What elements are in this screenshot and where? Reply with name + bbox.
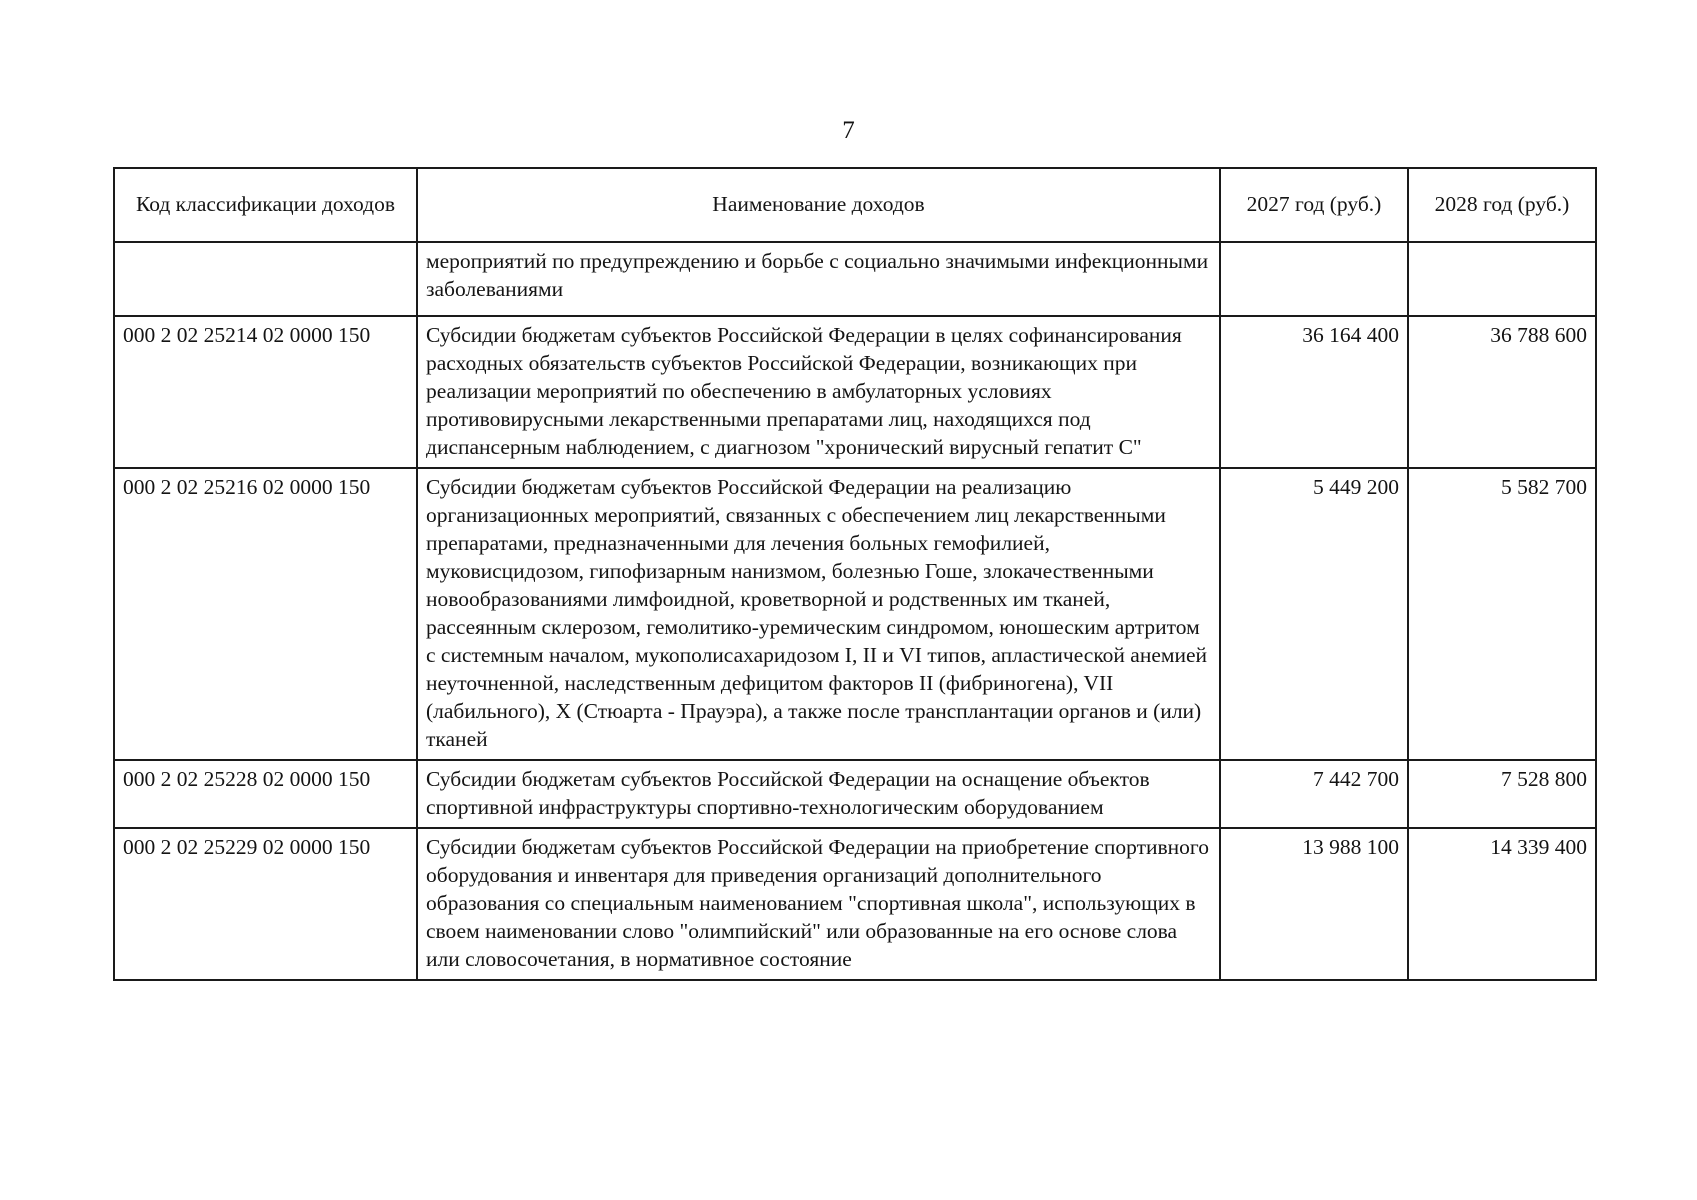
page-number: 7	[842, 117, 855, 144]
amount-2028-cell	[1408, 242, 1596, 316]
header-year-2028: 2028 год (руб.)	[1408, 168, 1596, 242]
code-cell: 000 2 02 25229 02 0000 150	[114, 828, 417, 980]
income-table	[113, 167, 1597, 981]
code-cell: 000 2 02 25228 02 0000 150	[114, 760, 417, 828]
header-name: Наименование доходов	[417, 168, 1220, 242]
amount-2027-cell: 13 988 100	[1220, 828, 1408, 980]
amount-2028-cell: 7 528 800	[1408, 760, 1596, 828]
table-row	[114, 242, 1596, 316]
amount-2028-cell: 36 788 600	[1408, 316, 1596, 468]
name-cell: Субсидии бюджетам субъектов Российской Федерации на приобретение спортивного оборудования и инвентаря для приведения организаций дополнительного образования со специальным наименованием "спортивная школа", использующих в своем наименовании слово "олимпийский" или образованные на его основе слова или словосочетания, в нормативное состояние	[417, 828, 1220, 980]
name-cell: Субсидии бюджетам субъектов Российской Федерации на оснащение объектов спортивной инфраструктуры спортивно-технологическим оборудованием	[417, 760, 1220, 828]
name-cell: Субсидии бюджетам субъектов Российской Федерации в целях софинансирования расходных обязательств субъектов Российской Федерации, возникающих при реализации мероприятий по обеспечению в амбулаторных условиях противовирусными лекарственными препаратами лиц, находящихся под диспансерным наблюдением, с диагнозом "хронический вирусный гепатит С"	[417, 316, 1220, 468]
code-cell: 000 2 02 25214 02 0000 150	[114, 316, 417, 468]
table-row	[114, 828, 1596, 980]
table-row	[114, 316, 1596, 468]
name-cell: мероприятий по предупреждению и борьбе с социально значимыми инфекционными заболеваниями	[417, 242, 1220, 316]
code-cell: 000 2 02 25216 02 0000 150	[114, 468, 417, 760]
header-year-2027: 2027 год (руб.)	[1220, 168, 1408, 242]
header-code: Код классификации доходов	[114, 168, 417, 242]
amount-2027-cell: 36 164 400	[1220, 316, 1408, 468]
amount-2028-cell: 5 582 700	[1408, 468, 1596, 760]
amount-2028-cell: 14 339 400	[1408, 828, 1596, 980]
amount-2027-cell	[1220, 242, 1408, 316]
amount-2027-cell: 5 449 200	[1220, 468, 1408, 760]
table-header-row	[114, 168, 1596, 242]
code-cell	[114, 242, 417, 316]
amount-2027-cell: 7 442 700	[1220, 760, 1408, 828]
table-row	[114, 760, 1596, 828]
name-cell: Субсидии бюджетам субъектов Российской Федерации на реализацию организационных мероприятий, связанных с обеспечением лиц лекарственными препаратами, предназначенными для лечения больных гемофилией, муковисцидозом, гипофизарным нанизмом, болезнью Гоше, злокачественными новообразованиями лимфоидной, кроветворной и родственных им тканей, рассеянным склерозом, гемолитико-уремическим синдромом, юношеским артритом с системным началом, мукополисахаридозом I, II и VI типов, апластической анемией неуточненной, наследственным дефицитом факторов II (фибриногена), VII (лабильного), X (Стюарта - Прауэра), а также после трансплантации органов и (или) тканей	[417, 468, 1220, 760]
table-row	[114, 468, 1596, 760]
